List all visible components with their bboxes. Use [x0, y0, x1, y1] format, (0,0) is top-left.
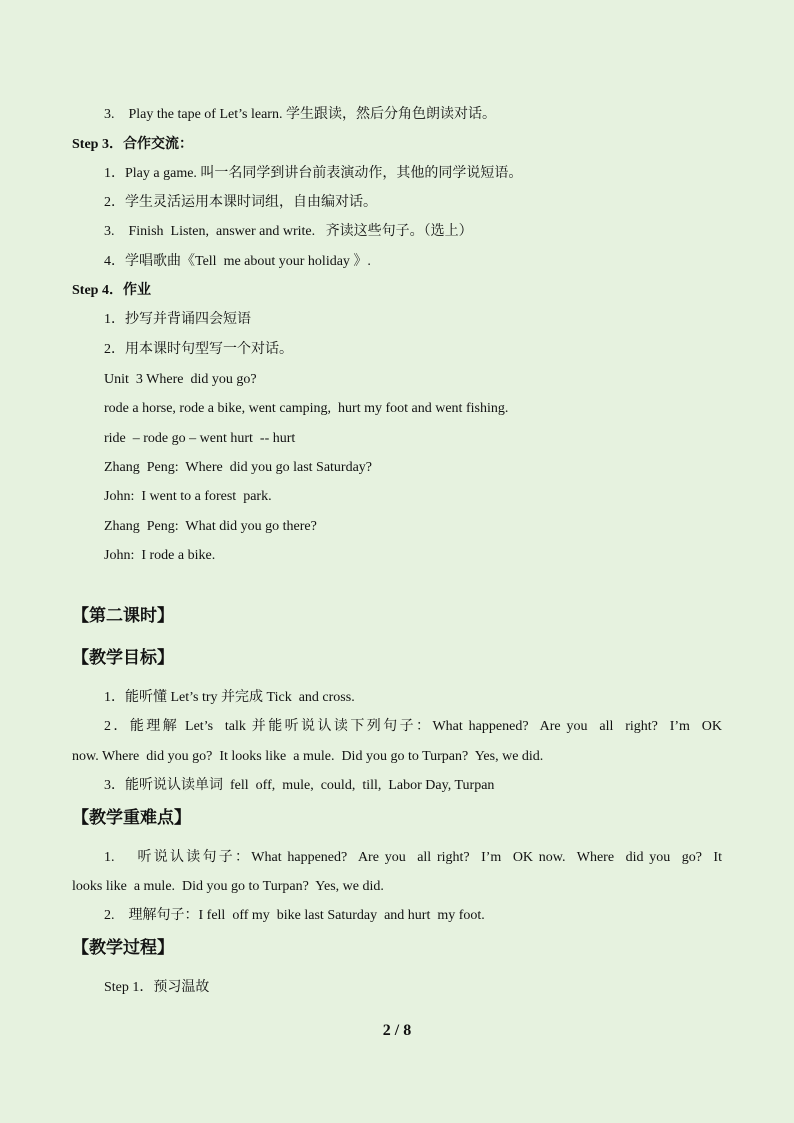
- text-line: 1．Play a game. 叫一名同学到讲台前表演动作，其他的同学说短语。: [104, 166, 523, 181]
- text-line: 2．用本课时句型写一个对话。: [104, 342, 293, 357]
- text-line: 2. 理解句子：I fell off my bike last Saturday and hurt my foot.: [104, 908, 485, 923]
- text-line: John: I rode a bike.: [104, 548, 216, 563]
- section-heading: 【教学过程】: [72, 938, 174, 958]
- text-line: Unit 3 Where did you go?: [104, 372, 257, 387]
- text-line: rode a horse, rode a bike, went camping, hurt my foot and went fishing.: [104, 401, 509, 416]
- section-heading: 【第二课时】: [72, 606, 174, 626]
- text-line: [104, 849, 722, 867]
- text-line: now. Where did you go? It looks like a mule. Did you go to Turpan? Yes, we did.: [72, 749, 544, 764]
- text-line: Zhang Peng: Where did you go last Saturday?: [104, 460, 373, 475]
- page-number: 2 / 8: [382, 1022, 412, 1039]
- text-line: 3. Play the tape of Let’s learn. 学生跟读，然后分角色朗读对话。: [104, 107, 496, 122]
- text-line: [104, 718, 722, 736]
- section-heading: 【教学目标】: [72, 648, 174, 668]
- step-heading: Step 3．合作交流：: [72, 137, 193, 152]
- text-line: 1．抄写并背诵四会短语: [104, 312, 251, 327]
- text-line: ride – rode go – went hurt -- hurt: [104, 431, 296, 446]
- text-line: 4．学唱歌曲《Tell me about your holiday 》.: [104, 254, 371, 269]
- step-heading: Step 4．作业: [72, 283, 151, 298]
- text-line-content: 2．能理解 Let’s talk 并能听说认读下列句子：What happened? Are you all right? I’m OK: [104, 719, 722, 734]
- text-line: 3．能听说认读单词 fell off, mule, could, till, Labor Day, Turpan: [104, 778, 495, 793]
- text-line: looks like a mule. Did you go to Turpan? Yes, we did.: [72, 879, 384, 894]
- text-line: Step 1．预习温故: [104, 980, 210, 995]
- text-line: Zhang Peng: What did you go there?: [104, 519, 317, 534]
- text-line: 2．学生灵活运用本课时词组，自由编对话。: [104, 195, 377, 210]
- section-heading: 【教学重难点】: [72, 808, 191, 828]
- text-line: 1．能听懂 Let’s try 并完成 Tick and cross.: [104, 690, 355, 705]
- text-line-content: 1. 听说认读句子：What happened? Are you all right? I’m OK now. Where did you go? It: [104, 850, 722, 865]
- text-line: John: I went to a forest park.: [104, 489, 272, 504]
- text-line: 3. Finish Listen, answer and write. 齐读这些句子。（选上）: [104, 224, 473, 239]
